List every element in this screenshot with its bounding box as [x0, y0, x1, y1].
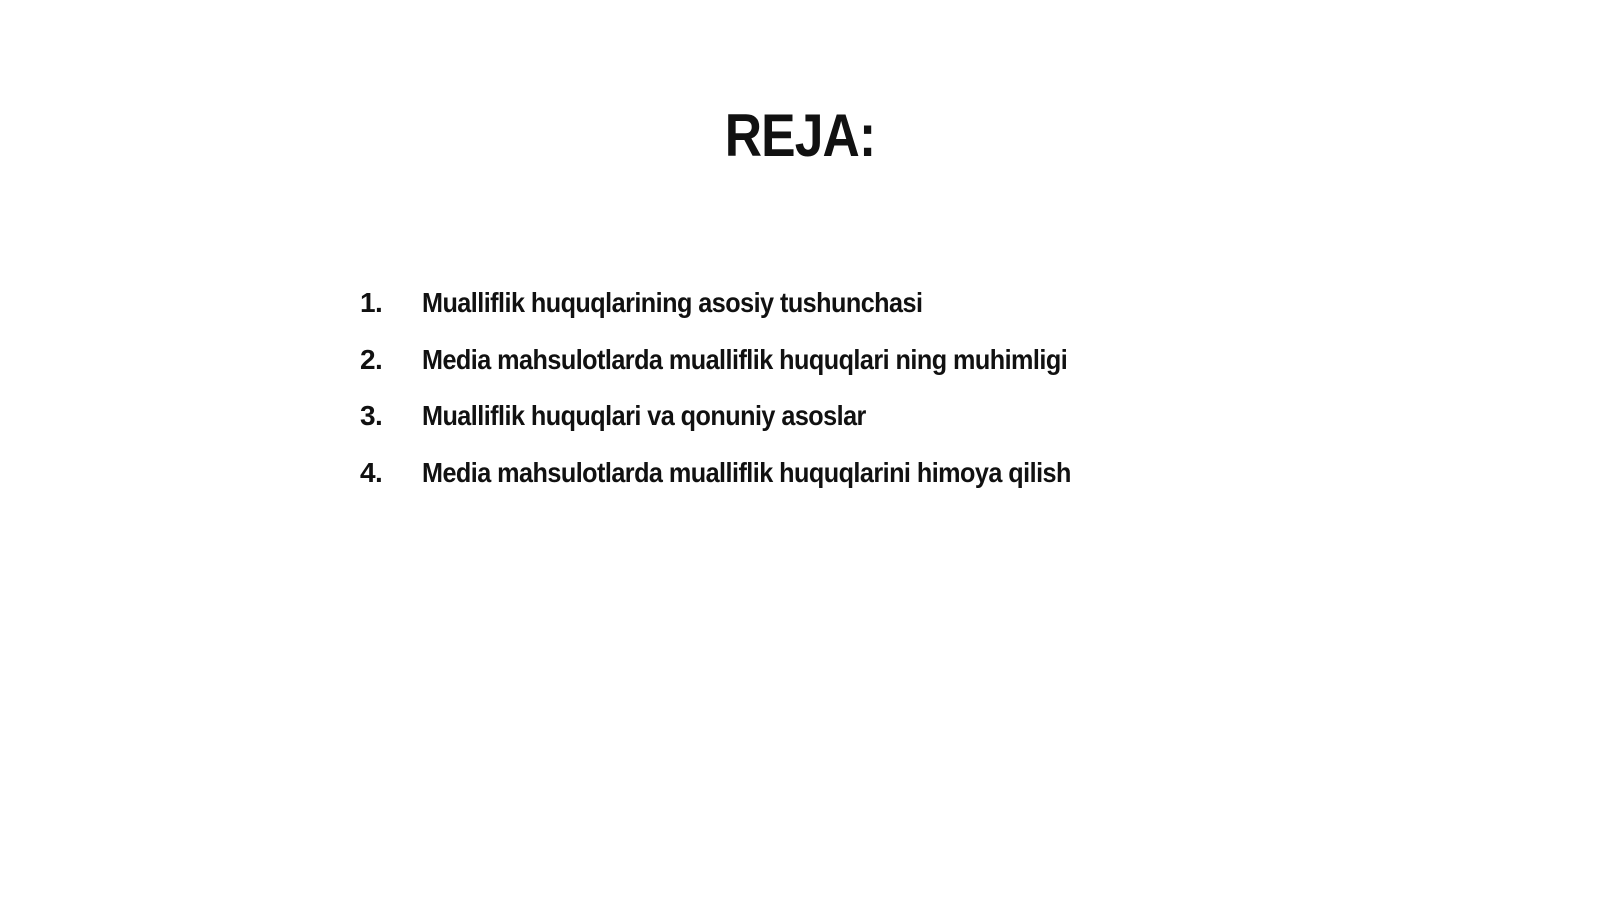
list-item — [360, 344, 1143, 401]
plan-list — [360, 287, 1143, 513]
list-item — [360, 287, 1143, 344]
list-item-number: 4. — [360, 456, 383, 488]
list-item — [360, 400, 1143, 457]
list-item-number: 2. — [360, 343, 383, 375]
list-item-text: Mualliflik huquqlari va qonuniy asoslar — [422, 400, 866, 431]
list-item-text: Media mahsulotlarda mualliflik huquqlarini himoya qilish — [422, 456, 1071, 488]
list-item-number: 3. — [360, 400, 383, 431]
list-item-text: Media mahsulotlarda mualliflik huquqlari ning muhimligi — [422, 343, 1068, 375]
list-item-text: Mualliflik huquqlarining asosiy tushunchasi — [422, 287, 923, 318]
list-item — [360, 457, 1143, 514]
slide-title: REJA: — [724, 102, 876, 169]
list-item-number: 1. — [360, 287, 383, 318]
